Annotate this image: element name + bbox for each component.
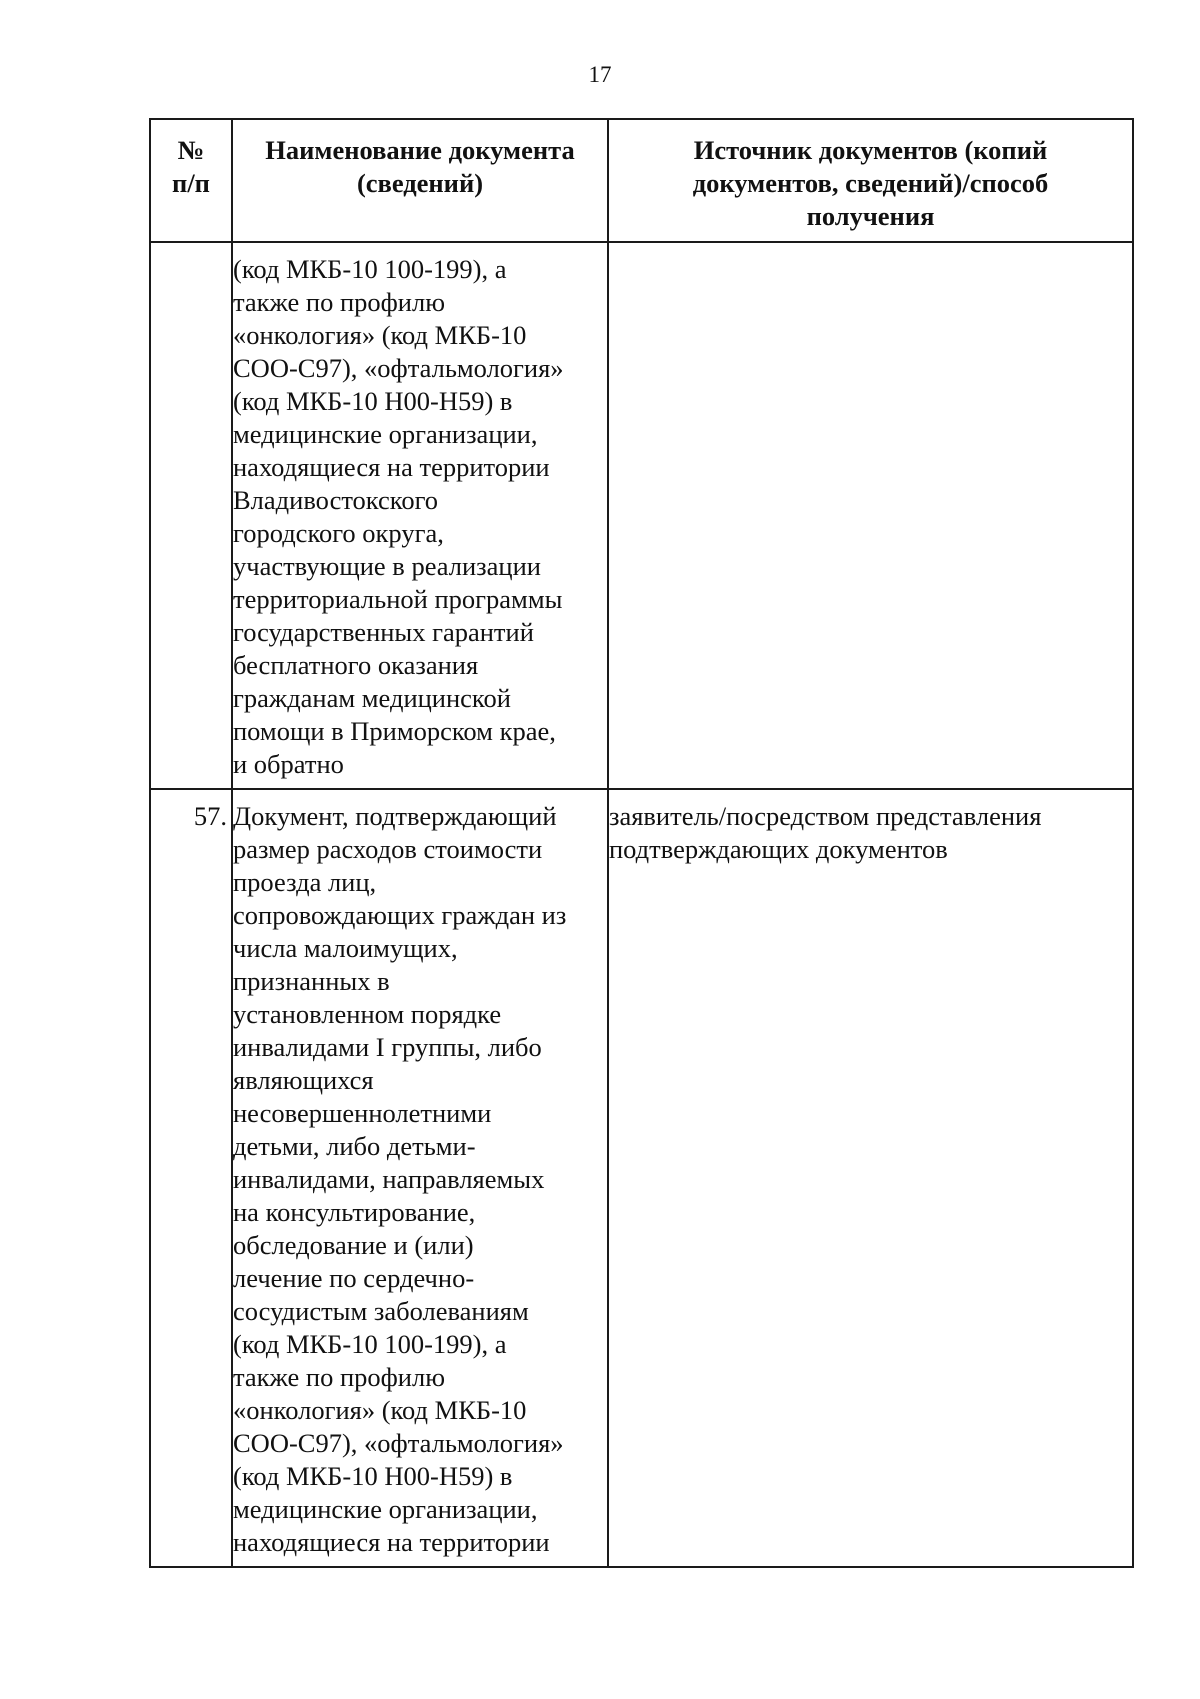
document-name-cell <box>232 789 608 1567</box>
document-name-line: сосудистым заболеваниям <box>233 1296 529 1326</box>
table-body <box>150 242 1133 1567</box>
document-name-line: также по профилю <box>233 287 445 317</box>
document-name-line: СОО-С97), «офтальмология» <box>233 1428 564 1458</box>
source-line: заявитель/посредством представления <box>609 801 1042 831</box>
document-name-cell <box>232 242 608 789</box>
document-name-line: несовершеннолетними <box>233 1098 492 1128</box>
table-row <box>150 242 1133 789</box>
document-name-line: также по профилю <box>233 1362 445 1392</box>
header-source-line: Источник документов (копий <box>693 135 1048 165</box>
header-source-line: документов, сведений)/способ <box>692 168 1049 198</box>
header-document-name-column <box>232 119 608 242</box>
document-name-line: бесплатного оказания <box>233 650 479 680</box>
document-name-line: медицинские организации, <box>233 1494 538 1524</box>
documents-table <box>149 118 1134 1568</box>
document-name-line: Владивостокского <box>233 485 439 515</box>
document-name-line: установленном порядке <box>233 999 502 1029</box>
source-cell <box>608 789 1133 1567</box>
header-number-line: п/п <box>172 168 210 198</box>
document-name-line: сопровождающих граждан из <box>233 900 567 930</box>
document-name-line: государственных гарантий <box>233 617 534 647</box>
document-name-line: являющихся <box>233 1065 374 1095</box>
document-name-line: медицинские организации, <box>233 419 538 449</box>
document-name-line: Документ, подтверждающий <box>233 801 557 831</box>
document-name-line: участвующие в реализации <box>233 551 541 581</box>
document-name-line: (код МКБ-10 100-199), а <box>233 1329 507 1359</box>
header-number-column <box>150 119 232 242</box>
document-name-line: инвалидами, направляемых <box>233 1164 545 1194</box>
document-name-line: лечение по сердечно- <box>233 1263 475 1293</box>
document-name-line: гражданам медицинской <box>233 683 511 713</box>
header-name-line: (сведений) <box>356 168 484 198</box>
page-number: 17 <box>588 62 612 87</box>
document-name-line: числа малоимущих, <box>233 933 458 963</box>
document-name-line: обследование и (или) <box>233 1230 474 1260</box>
document-name-line: на консультирование, <box>233 1197 476 1227</box>
header-source-line: получения <box>806 201 935 231</box>
document-name-line: (код МКБ-10 Н00-Н59) в <box>233 1461 513 1491</box>
document-name-line: размер расходов стоимости <box>233 834 543 864</box>
source-line: подтверждающих документов <box>609 834 948 864</box>
document-name-line: «онкология» (код МКБ-10 <box>233 320 527 350</box>
header-row <box>150 119 1133 242</box>
document-name-line: городского округа, <box>233 518 444 548</box>
document-name-line: (код МКБ-10 Н00-Н59) в <box>233 386 513 416</box>
table-header <box>150 119 1133 242</box>
document-name-line: территориальной программы <box>233 584 563 614</box>
document-name-line: признанных в <box>233 966 390 996</box>
document-name-line: проезда лиц, <box>233 867 377 897</box>
document-name-line: СОО-С97), «офтальмология» <box>233 353 564 383</box>
header-name-line: Наименование документа <box>265 135 575 165</box>
document-name-line: и обратно <box>233 749 344 779</box>
row-number-cell: 57. <box>150 789 232 1567</box>
header-number-line: № <box>177 135 205 165</box>
document-name-line: находящиеся на территории <box>233 1527 550 1557</box>
header-source-column <box>608 119 1133 242</box>
document-name-line: находящиеся на территории <box>233 452 550 482</box>
document-name-line: помощи в Приморском крае, <box>233 716 556 746</box>
table-row <box>150 789 1133 1567</box>
document-name-line: детьми, либо детьми- <box>233 1131 476 1161</box>
document-name-line: инвалидами I группы, либо <box>233 1032 542 1062</box>
source-cell <box>608 242 1133 789</box>
document-name-line: «онкология» (код МКБ-10 <box>233 1395 527 1425</box>
row-number-cell <box>150 242 232 789</box>
document-name-line: (код МКБ-10 100-199), а <box>233 254 507 284</box>
